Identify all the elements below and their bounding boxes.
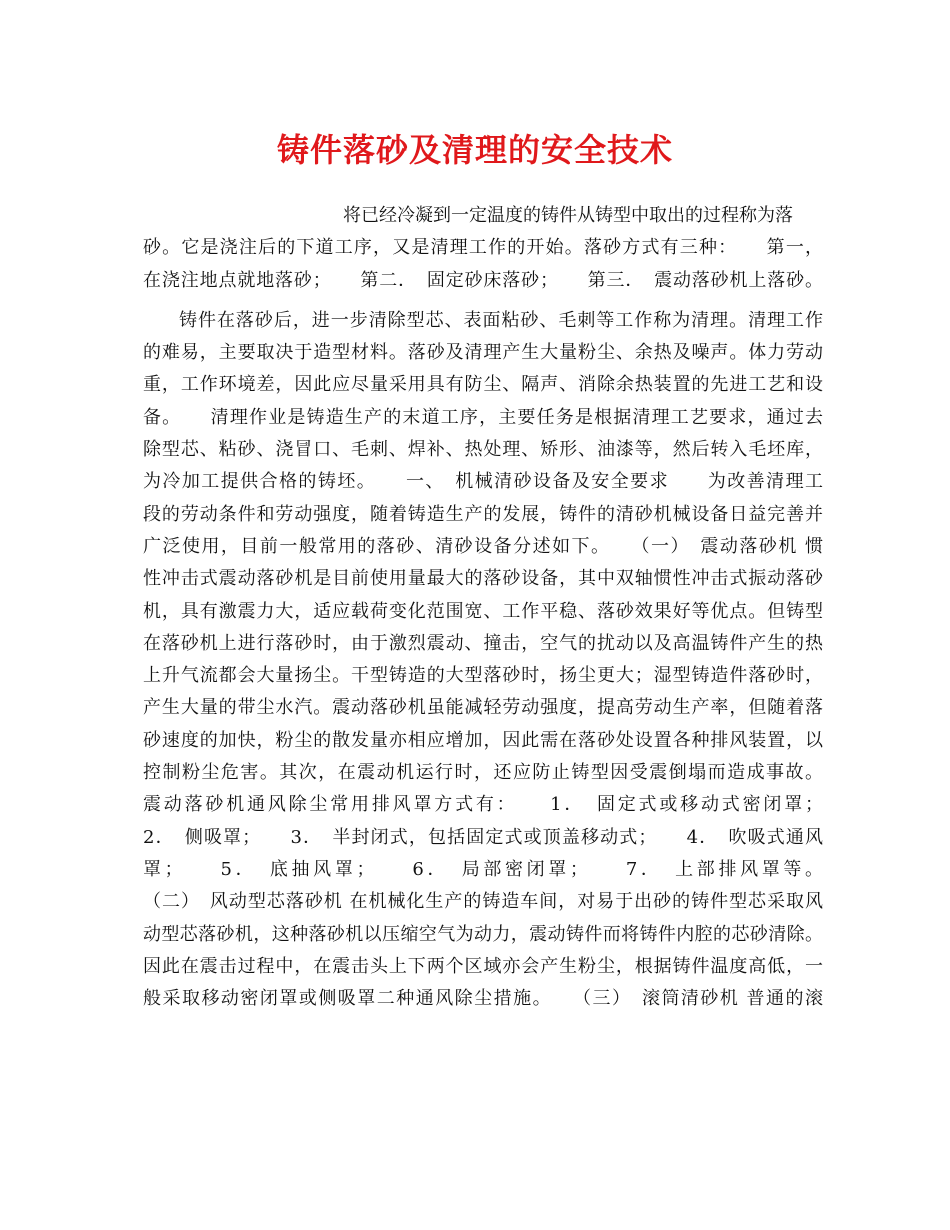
text-line: 砂速度的加快，粉尘的散发量亦相应增加，因此需在落砂处设置各种排风装置，以 <box>143 729 823 751</box>
text-line: 砂。它是浇注后的下道工序，又是清理工作的开始。落砂方式有三种： 第一， <box>143 237 823 259</box>
text-line: 重，工作环境差，因此应尽量采用具有防尘、隔声、消除余热装置的先进工艺和设 <box>143 374 823 396</box>
text-line: （二） 风动型芯落砂机 在机械化生产的铸造车间，对易于出砂的铸件型芯采取风 <box>143 891 823 913</box>
text-line: 在浇注地点就地落砂； 第二． 固定砂床落砂； 第三． 震动落砂机上落砂。 <box>143 269 823 291</box>
text-line: 2． 侧吸罩； 3． 半封闭式，包括固定式或顶盖移动式； 4． 吹吸式通风 <box>143 826 823 848</box>
text-line: 的难易，主要取决于造型材料。落砂及清理产生大量粉尘、余热及噪声。体力劳动 <box>143 342 823 364</box>
text-line: 上升气流都会大量扬尘。干型铸造的大型落砂时，扬尘更大；湿型铸造件落砂时， <box>143 665 823 687</box>
text-line: 广泛使用，目前一般常用的落砂、清砂设备分述如下。 （一） 震动落砂机 惯 <box>143 535 823 557</box>
text-line: 段的劳动条件和劳动强度，随着铸造生产的发展，铸件的清砂机械设备日益完善并 <box>143 503 823 525</box>
text-line: 动型芯落砂机，这种落砂机以压缩空气为动力，震动铸件而将铸件内腔的芯砂清除。 <box>143 923 823 945</box>
document-body <box>143 200 823 1015</box>
text-line: 罩； 5． 底抽风罩； 6． 局部密闭罩； 7． 上部排风罩等。 <box>143 858 823 880</box>
text-line: 备。 清理作业是铸造生产的末道工序，主要任务是根据清理工艺要求，通过去 <box>143 406 823 428</box>
text-line: 性冲击式震动落砂机是目前使用量最大的落砂设备，其中双轴惯性冲击式振动落砂 <box>143 568 823 590</box>
document-title: 铸件落砂及清理的安全技术 <box>276 131 673 169</box>
text-line: 般采取移动密闭罩或侧吸罩二种通风除尘措施。 （三） 滚筒清砂机 普通的滚 <box>143 988 823 1010</box>
text-line: 除型芯、粘砂、浇冒口、毛刺、焊补、热处理、矫形、油漆等，然后转入毛坯库， <box>143 439 823 461</box>
text-line: 产生大量的带尘水汽。震动落砂机虽能减轻劳动强度，提高劳动生产率，但随着落 <box>143 697 823 719</box>
text-line: 机，具有激震力大，适应载荷变化范围宽、工作平稳、落砂效果好等优点。但铸型 <box>143 600 823 622</box>
text-line: 震动落砂机通风除尘常用排风罩方式有： 1． 固定式或移动式密闭罩； <box>143 794 823 816</box>
text-line: 在落砂机上进行落砂时，由于激烈震动、撞击，空气的扰动以及高温铸件产生的热 <box>143 632 823 654</box>
text-line: 为冷加工提供合格的铸坯。 一、 机械清砂设备及安全要求 为改善清理工 <box>143 471 823 493</box>
text-line: 因此在震击过程中，在震击头上下两个区域亦会产生粉尘，根据铸件温度高低，一 <box>143 955 823 977</box>
text-line: 铸件在落砂后，进一步清除型芯、表面粘砂、毛刺等工作称为清理。清理工作 <box>179 309 823 331</box>
text-line: 控制粉尘危害。其次，在震动机运行时，还应防止铸型因受震倒塌而造成事故。 <box>143 762 823 784</box>
text-line: 将已经冷凝到一定温度的铸件从铸型中取出的过程称为落 <box>343 205 793 226</box>
